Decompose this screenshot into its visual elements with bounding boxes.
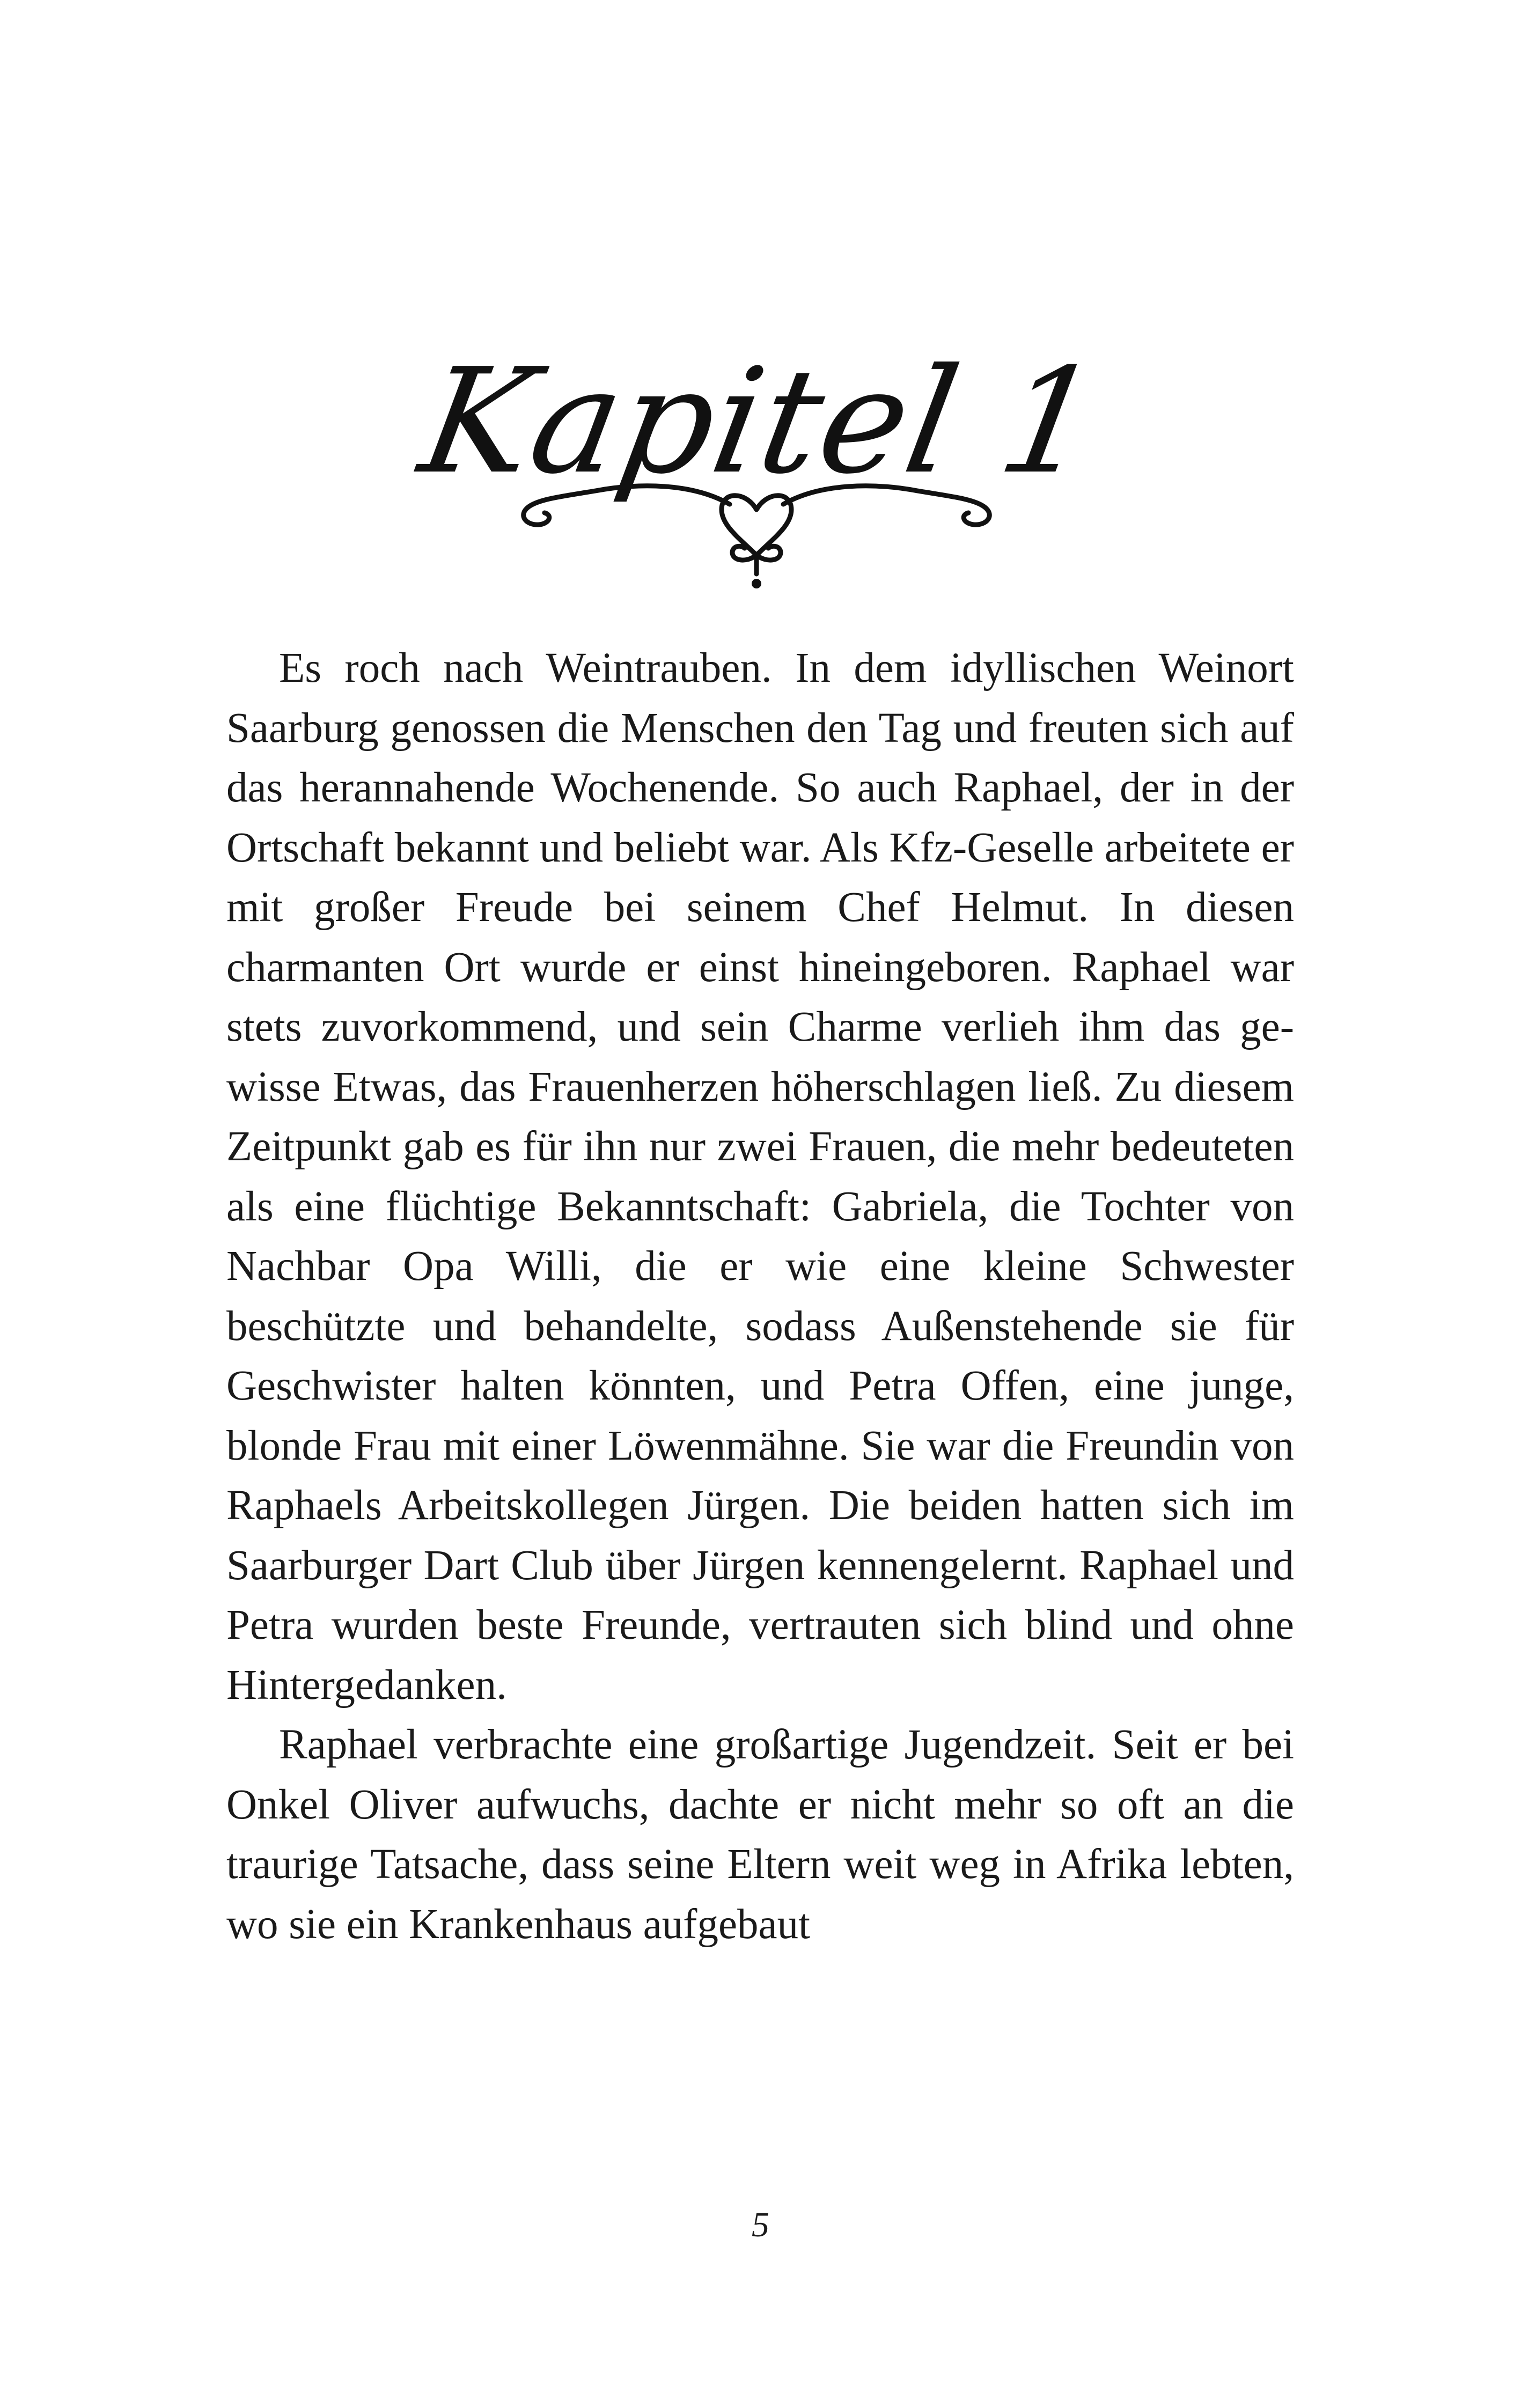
chapter-body bbox=[226, 638, 1294, 1954]
heart-flourish-icon bbox=[515, 467, 998, 590]
paragraph: Es roch nach Weintrauben. In dem idyllischen Weinort Saarburg genossen die Menschen den Tag und freuten sich auf das herannahende Wochenende. So auch Raphael, der in der Ortschaft bekannt und beliebt war. Als Kfz-Geselle arbeitete er mit großer Freude bei seinem Chef Helmut. In diesen charmanten Ort wurde er einst hineingeboren. Raphael war stets zuvorkommend, und sein Charme verlieh ihm das gewisse Etwas, das Frauenherzen höherschlagen ließ. Zu diesem Zeitpunkt gab es für ihn nur zwei Frauen, die mehr bedeuteten als eine flüchtige Bekanntschaft: Gabriela, die Tochter von Nachbar Opa Willi, die er wie eine kleine Schwester beschützte und behandelte, sodass Außenstehende sie für Geschwister halten könnten, und Petra Offen, eine junge, blonde Frau mit einer Löwenmähne. Sie war die Freundin von Raphaels Arbeitskollegen Jürgen. Die beiden hatten sich im Saarburger Dart Club über Jürgen kennengelernt. Raphael und Petra wurden beste Freunde, vertrauten sich blind und ohne Hintergedanken. bbox=[226, 645, 1294, 1709]
paragraph: Raphael verbrachte eine großartige Jugendzeit. Seit er bei Onkel Oliver aufwuchs, dachte er nicht mehr so oft an die traurige Tatsache, dass seine Eltern weit weg in Afrika lebten, wo sie ein Krankenhaus aufgebaut bbox=[226, 1721, 1294, 1948]
chapter-title: Kapitel 1 bbox=[409, 336, 1112, 506]
page-number: 5 bbox=[752, 2205, 769, 2244]
